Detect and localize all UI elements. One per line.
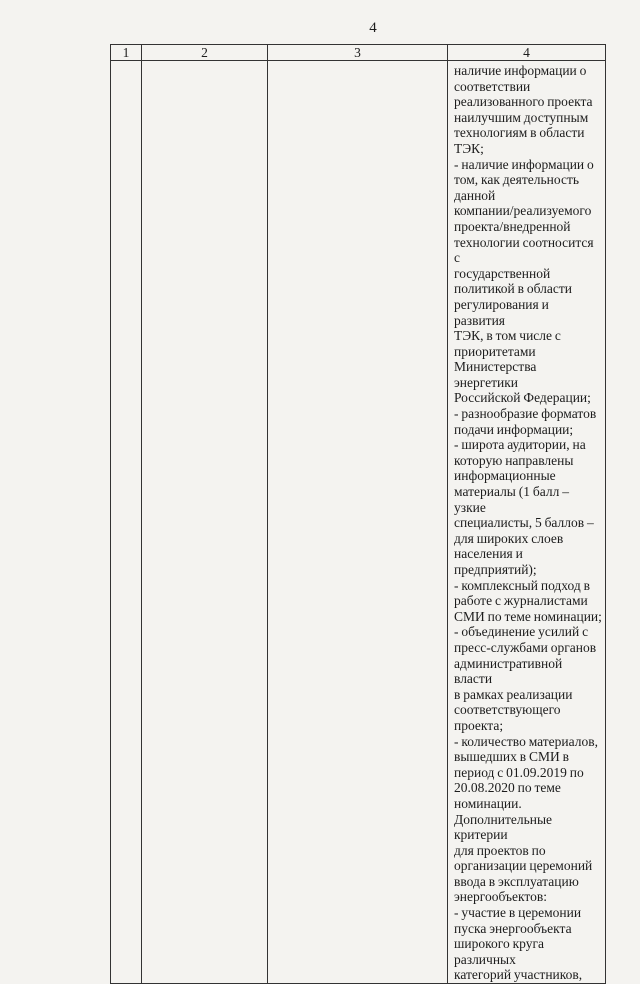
column-header-3: 3 bbox=[268, 45, 448, 61]
column-header-2: 2 bbox=[142, 45, 268, 61]
cell-col-3 bbox=[268, 61, 448, 984]
column-header-1: 1 bbox=[111, 45, 142, 61]
cell-col-2 bbox=[142, 61, 268, 984]
table-row bbox=[111, 61, 606, 984]
cell-col-1 bbox=[111, 61, 142, 984]
table-header-row bbox=[111, 45, 606, 61]
criteria-table bbox=[110, 44, 606, 984]
page-number: 4 bbox=[369, 20, 377, 36]
column-header-4: 4 bbox=[448, 45, 606, 61]
criteria-text-cell: наличие информации о соответствии реализованного проекта наилучшим доступным технологиям в области ТЭК; - наличие информации о том, как деятельность данной компании/реализуемого проекта/внедренной технологии соотносится с государственной политикой в области регулирования и развития ТЭК, в том числе с приоритетами Министерства энергетики Российской Федерации; - разнообразие форматов подачи информации; - широта аудитории, на которую направлены информационные материалы (1 балл – узкие специалисты, 5 баллов – для широких слоев населения и предприятий); - комплексный подход в работе с журналистами СМИ по теме номинации; - объединение усилий с пресс-службами органов административной власти в рамках реализации соответствующего проекта; - количество материалов, вышедших в СМИ в период с 01.09.2019 по 20.08.2020 по теме номинации. Дополнительные критерии для проектов по организации церемоний ввода в эксплуатацию энергообъектов: - участие в церемонии пуска энергообъекта широкого круга различных категорий участников, bbox=[448, 61, 606, 984]
